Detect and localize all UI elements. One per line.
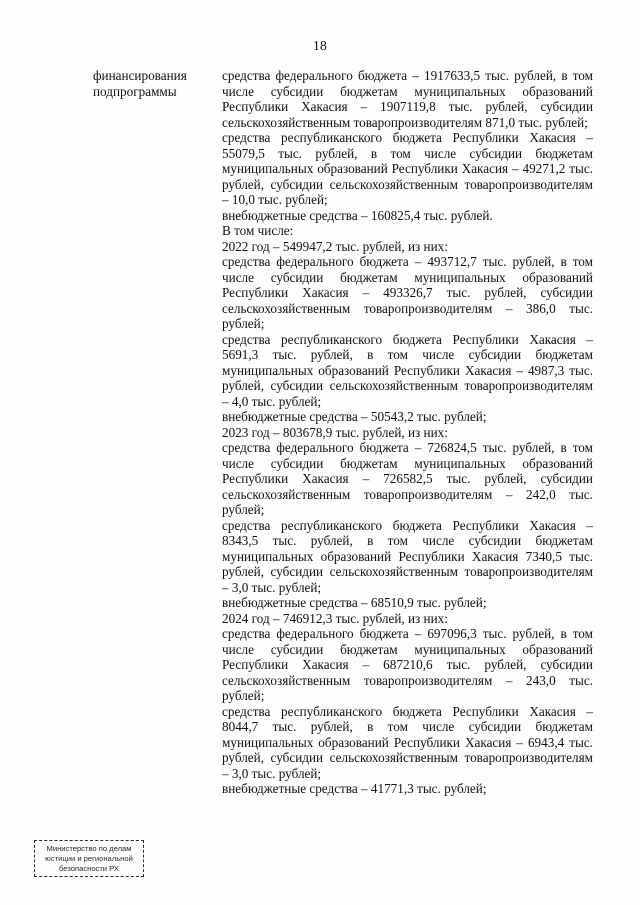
paragraph: средства республиканского бюджета Республики Хакасия – 5691,3 тыс. рублей, в том числе субсидии бюджетам муниципальных образований Республики Хакасия – 4987,3 тыс. рублей, субсидии сельскохозяйственным товаропроизводителям – 4,0 тыс. рублей; [222, 331, 593, 409]
ministry-stamp [34, 840, 144, 877]
paragraph: внебюджетные средства – 41771,3 тыс. рублей; [222, 781, 487, 796]
year-heading: 2022 год – 549947,2 тыс. рублей, из них: [222, 238, 448, 254]
paragraph: внебюджетные средства – 50543,2 тыс. рублей; [222, 409, 487, 424]
row-label-line: подпрограммы [93, 83, 177, 99]
paragraph: средства республиканского бюджета Республики Хакасия – 8343,5 тыс. рублей, в том числе субсидии бюджетам муниципальных образований Республики Хакасия 7340,5 тыс. рублей, субсидии сельскохозяйственным товаропроизводителям – 3,0 тыс. рублей; [222, 517, 593, 595]
stamp-line: юстиции и региональной [45, 854, 133, 863]
financing-text [222, 68, 593, 797]
year-heading: 2024 год – 746912,3 тыс. рублей, из них: [222, 610, 448, 626]
page-number: 18 [313, 38, 327, 53]
stamp-line: безопасности РХ [59, 864, 119, 873]
paragraph: средства федерального бюджета – 697096,3 тыс. рублей, в том числе субсидии бюджетам муниципальных образований Республики Хакасия – 687210,6 тыс. рублей, субсидии сельскохозяйственным товаропроизводителям – 243,0 тыс. рублей; [222, 626, 593, 703]
paragraph: средства федерального бюджета – 493712,7 тыс. рублей, в том числе субсидии бюджетам муниципальных образований Республики Хакасия – 493326,7 тыс. рублей, субсидии сельскохозяйственным товаропроизводителям – 386,0 тыс. рублей; [222, 254, 593, 331]
row-label-line: финансирования [93, 68, 187, 83]
paragraph: внебюджетные средства – 68510,9 тыс. рублей; [222, 595, 487, 610]
paragraph: средства республиканского бюджета Республики Хакасия – 8044,7 тыс. рублей, в том числе субсидии бюджетам муниципальных образований Республики Хакасия – 6943,4 тыс. рублей, субсидии сельскохозяйственным товаропроизводителям – 3,0 тыс. рублей; [222, 703, 593, 781]
paragraph: В том числе: [222, 223, 294, 238]
stamp-line: Министерство по делам [46, 844, 132, 853]
paragraph: средства федерального бюджета – 1917633,5 тыс. рублей, в том числе субсидии бюджетам муниципальных образований Республики Хакасия – 1907119,8 тыс. рублей, субсидии сельскохозяйственным товаропроизводителям 871,0 тыс. рублей; [222, 68, 593, 130]
row-label [93, 68, 213, 99]
paragraph: средства федерального бюджета – 726824,5 тыс. рублей, в том числе субсидии бюджетам муниципальных образований Республики Хакасия – 726582,5 тыс. рублей, субсидии сельскохозяйственным товаропроизводителям – 242,0 тыс. рублей; [222, 440, 593, 517]
paragraph: внебюджетные средства – 160825,4 тыс. рублей. [222, 207, 493, 223]
paragraph: средства республиканского бюджета Республики Хакасия – 55079,5 тыс. рублей, в том числе субсидии бюджетам муниципальных образований Республики Хакасия – 49271,2 тыс. рублей, субсидии сельскохозяйственным товаропроизводителям – 10,0 тыс. рублей; [222, 130, 593, 207]
year-heading: 2023 год – 803678,9 тыс. рублей, из них: [222, 424, 448, 440]
